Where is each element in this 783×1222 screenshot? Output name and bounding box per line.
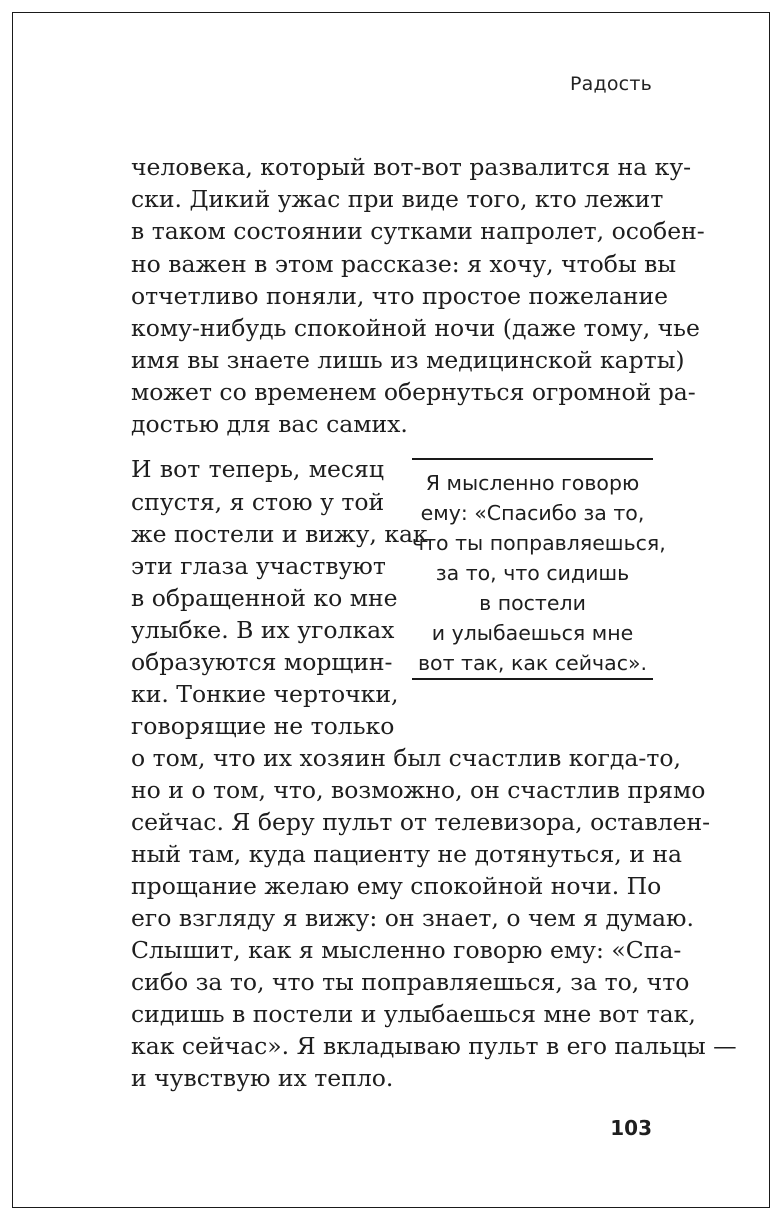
text-line: отчетливо поняли, что простое пожелание xyxy=(131,282,669,310)
text-line: человека, который вот-вот развалится на ку- xyxy=(131,153,692,181)
text-line: ки. Тонкие черточки, xyxy=(131,680,399,708)
text-line: его взгляду я вижу: он знает, о чем я думаю. xyxy=(131,904,694,932)
text-line: сибо за то, что ты поправляешься, за то, что xyxy=(131,968,690,996)
pull-quote-line: и улыбаешься мне xyxy=(431,621,634,645)
pull-quote xyxy=(412,458,666,680)
text-line: кому-нибудь спокойной ночи (даже тому, чье xyxy=(131,314,700,342)
text-line: же постели и вижу, как xyxy=(131,520,428,548)
text-line: но и о том, что, возможно, он счастлив прямо xyxy=(131,776,706,804)
text-line: И вот теперь, месяц xyxy=(131,455,384,483)
pull-quote-line: вот так, как сейчас». xyxy=(417,651,648,675)
text-line: как сейчас». Я вкладываю пульт в его пальцы — xyxy=(131,1032,737,1060)
text-line: ски. Дикий ужас при виде того, кто лежит xyxy=(131,185,664,213)
running-head: Радость xyxy=(570,73,652,95)
text-line: Слышит, как я мысленно говорю ему: «Спа- xyxy=(131,936,682,964)
text-line: и чувствую их тепло. xyxy=(131,1064,394,1092)
pull-quote-line: ему: «Спасибо за то, xyxy=(420,501,645,525)
text-line: о том, что их хозяин был счастлив когда-то, xyxy=(131,744,681,772)
text-line: сейчас. Я беру пульт от телевизора, оставлен- xyxy=(131,808,711,836)
text-line: прощание желаю ему спокойной ночи. По xyxy=(131,872,662,900)
text-line: говорящие не только xyxy=(131,712,395,740)
text-line: достью для вас самих. xyxy=(131,410,408,438)
text-line: имя вы знаете лишь из медицинской карты) xyxy=(131,346,685,374)
text-line: но важен в этом рассказе: я хочу, чтобы вы xyxy=(131,250,677,278)
text-line: улыбке. В их уголках xyxy=(131,616,395,644)
text-line: ный там, куда пациенту не дотянуться, и на xyxy=(131,840,683,868)
page-number: 103 xyxy=(610,1116,652,1140)
pull-quote-line: Я мысленно говорю xyxy=(425,471,640,495)
pull-quote-line: что ты поправляешься, xyxy=(412,531,666,555)
pull-quote-line: в постели xyxy=(479,591,586,615)
text-line: в обращенной ко мне xyxy=(131,584,398,612)
text-line: образуются морщин- xyxy=(131,648,393,676)
pull-quote-line: за то, что сидишь xyxy=(435,561,630,585)
text-line: в таком состоянии сутками напролет, особен- xyxy=(131,217,705,245)
text-line: спустя, я стою у той xyxy=(131,488,385,516)
text-line: сидишь в постели и улыбаешься мне вот так, xyxy=(131,1000,696,1028)
text-line: может со временем обернуться огромной ра- xyxy=(131,378,696,406)
text-line: эти глаза участвуют xyxy=(131,552,386,580)
